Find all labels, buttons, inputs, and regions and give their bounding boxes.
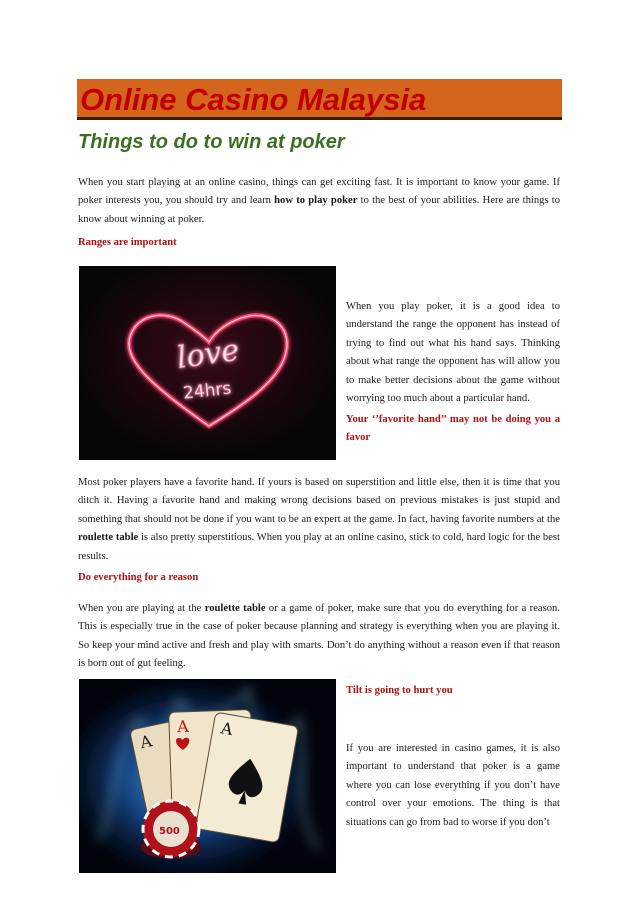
intro-paragraph: [78, 174, 560, 229]
card-rank-middle: A: [176, 716, 190, 737]
intro-text-1: When you start playing at an online casino, things can get exciting fast. It is important to know your game. If poker interests you, you should try and learn: [78, 177, 560, 207]
chip-label: 500: [159, 826, 180, 837]
neon-24hrs-text: 24hrs: [182, 378, 233, 404]
page-title: Online Casino Malaysia: [80, 82, 427, 117]
neon-love-image: [79, 266, 336, 460]
link-roulette-table-2[interactable]: roulette table: [204, 603, 266, 614]
intro-text-2: to the best of your abilities. Here are things to know about winning at poker.: [78, 195, 561, 225]
heading-ranges: Ranges are important: [78, 237, 177, 248]
neon-love-text: love: [174, 332, 242, 377]
heading-do-everything: Do everything for a reason: [78, 572, 199, 583]
reason-paragraph: [78, 600, 560, 674]
heading-tilt: Tilt is going to hurt you: [346, 685, 453, 696]
card-rank-front: A: [219, 718, 235, 740]
heading-favorite-hand: Your ‘’favorite hand’’ may not be doing you a favor: [346, 414, 560, 444]
page-subtitle: Things to do to win at poker: [78, 131, 345, 153]
intro-link-how-to-play-poker[interactable]: how to play poker: [274, 195, 358, 207]
reason-text-1: When you are playing at the: [78, 603, 205, 614]
link-roulette-table-1[interactable]: roulette table: [78, 532, 139, 544]
neon-heart-graphic: [79, 266, 336, 460]
tilt-paragraph: If you are interested in casino games, it is also important to understand that poker is a game where you can lose everything if you don’t have control over your emotions. The thing is that situations can go from bad to worse if you don’t: [346, 743, 560, 828]
cards-and-chips-graphic: [79, 679, 336, 873]
favorite-hand-text-1: Most poker players have a favorite hand. If yours is based on superstition and little else, then it is time that you ditch it. Having a favorite hand and making wrong decisions based on previous mistakes is just stupid and something that should not be done if you want to be an expert at the game. In fact, having favorite numbers at the: [78, 477, 560, 525]
burning-cards-image: [79, 679, 336, 873]
favorite-hand-text-2: is also pretty superstitious. When you play at an online casino, stick to cold, hard logic for the best results.: [78, 532, 560, 562]
card-rank-back: A: [138, 731, 154, 753]
ranges-paragraph: When you play poker, it is a good idea to understand the range the opponent has instead of trying to find out what his hand says. Thinking about what range the opponent has will allow you to make better decisions about the game without worrying too much about a particular hand.: [346, 301, 560, 405]
favorite-hand-paragraph: [78, 474, 560, 566]
reason-text-2: or a game of poker, make sure that you do everything for a reason. This is especially true in the case of poker because planning and strategy is everything when you are playing it. So keep your mind active and fresh and play with smarts. Don’t do anything without a reason even if that reason is born out of gut feeling.: [78, 603, 560, 670]
